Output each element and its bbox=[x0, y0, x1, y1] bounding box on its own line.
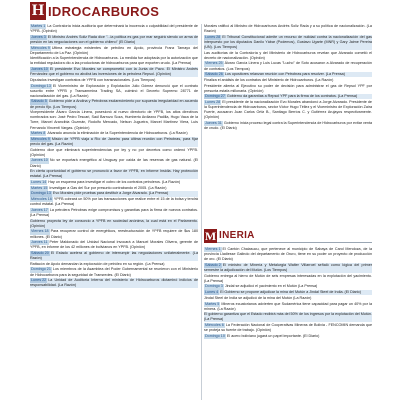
entry-text: Diputados investigan contratos de YPFB con transnacionales. (Los Tiempos) bbox=[30, 77, 156, 82]
entry-date: Sábado 26 bbox=[205, 72, 223, 77]
entry-date: Sábado 20 bbox=[31, 251, 49, 255]
chronology-entry bbox=[204, 296, 372, 301]
chronology-entry bbox=[30, 208, 198, 218]
entry-text: El presidente de la nacionalización Evo Morales abandonó a Jorge Alvarado. Presidente de la Superintendencia de Hidrocarburos, sector Víctor Hugo Téllez y el Viceministro de Exploración Zaira Fuerte, acusaron Juan Carlos Ortiz B., Santiago Berríos C. y Gutiérrez Arujayos respectivamente. (Opinión) bbox=[204, 100, 372, 120]
right-column-top bbox=[204, 24, 372, 226]
entry-date: Martes 8 bbox=[31, 131, 46, 136]
chronology-entry bbox=[30, 219, 198, 229]
entry-date: Martes 15 bbox=[31, 185, 48, 190]
entry-date: Jueves 10 bbox=[31, 67, 48, 72]
chronology-entry bbox=[204, 290, 372, 295]
chronology-entry bbox=[30, 186, 198, 191]
entry-text: El Tribunal Constitucional admite un recurso de nulidad contra la nacionalización del gas interpuesto por los diputados Danilo Yábar (Podemos), Gustavo Ugarte (MNR) y Gary Jaime Pereira (UN). (Los Tiempos) bbox=[204, 34, 372, 49]
entry-text: Peter Maldonado del Unidad Nacional invocará a Manuel Morales Olivera, gerente de YPFB, en informe de los 42 millones de bolivianos en YPFB. (Opinión) bbox=[30, 240, 198, 250]
chronology-entry bbox=[30, 229, 198, 239]
entry-text: La petrolera Petrobras exige compromisos y garantías para la firma de nuevos contratos. (La Prensa) bbox=[30, 207, 198, 217]
chronology-entry bbox=[30, 99, 198, 109]
entry-text: Evo Morales pide pruebas para destituir a Jorge Alvarado. (La Prensa) bbox=[52, 191, 169, 196]
entry-text: Ultima estrategia existentes de petróleo en Apolo, provincia Franz Tamayo del Departamento de La Paz. (Opinión) bbox=[30, 45, 198, 55]
chronology-entry bbox=[204, 302, 372, 312]
chronology-entry bbox=[30, 56, 198, 66]
entry-text: El acero boliviano jugará un papel importante. (El Diario) bbox=[226, 333, 320, 338]
chronology-entry bbox=[30, 169, 198, 179]
chronology-entry bbox=[30, 46, 198, 56]
chronology-entry bbox=[30, 278, 198, 288]
entry-text: Álvaro García Linera y Luis Lucas "Lucho" de Soto acusaron a Alvarado de recuperación de contratos. (Los Tiempos) bbox=[204, 61, 372, 71]
entry-text: La Federación Nacional de Cooperativas Mineras de Bolivia - FENCOMIN demanda que se proteja su fuente de trabajo. (Opinión) bbox=[204, 323, 372, 333]
chronology-entry bbox=[30, 180, 198, 185]
column-divider bbox=[201, 24, 202, 400]
entry-date: Miércoles 9 bbox=[31, 136, 50, 141]
chronology-entry bbox=[30, 251, 198, 261]
entry-text: El Estado acelera al gobierno de interrumpir las negociaciones unilateralmente. (La Razón) bbox=[30, 251, 198, 261]
entry-date: Sábado 2 bbox=[205, 262, 221, 267]
entry-date: Sábado 5 bbox=[31, 99, 47, 104]
entry-date: Viernes 18 bbox=[31, 229, 49, 234]
chronology-entry bbox=[30, 131, 198, 136]
entry-date: Viernes 25 bbox=[205, 61, 223, 66]
entry-date: Miércoles 6 bbox=[205, 323, 224, 328]
entry-text: No se exportará energético al Uruguay por caída de las reservas de gas natural. (El Diario) bbox=[30, 158, 198, 168]
entry-date: Jueves 11 bbox=[31, 240, 48, 245]
entry-text: Jindal Steel de India se adjudicó de la mina del Mutún (La Razón) bbox=[204, 295, 312, 300]
chronology-entry bbox=[204, 100, 372, 120]
entry-text: Para recuperar control de energéticos, reestructuración de YPFB requiere de $us 180 millones. (El Diario) bbox=[30, 229, 198, 239]
entry-text: El Ministro Andrés Soliz Rada dice "...la política es gas por mar seguirá siendo un arma de presión en las negociaciones con el gobierno chileno" (El Diario) bbox=[30, 34, 198, 44]
entry-text: YPFB cobrará un 50% por las transacciones que realice entre el 15 de la bolsa y tendrá control estatal. (La Prensa) bbox=[30, 197, 198, 207]
entry-date: Lunes 28 bbox=[205, 34, 221, 39]
entry-text: Gobierno pide a Andina y Petrobras esclarecimiento por supuesta irregularidad en acuerdo de precio fijo. (Los Tiempos) bbox=[30, 99, 198, 109]
entry-text: El Gobierno se propone adjudicar la mina del Mutún a Jindal Steel de India. (El Diario) bbox=[220, 290, 361, 295]
entry-text: Los miembros de la Asamblea del Poder Gubernamental se reunieron con el Ministerio de Hidrocarburos para la seguridad de Transredes. (El Diario) bbox=[30, 267, 198, 277]
entry-text: Rattacón de Apolo demandan la exploración de petróleo en su región. (La Prensa) bbox=[30, 261, 165, 266]
entry-date: Jueves 17 bbox=[31, 207, 48, 212]
entry-text: Gobierno entrega al hierro de Mutún de seis empresas interesadas en la explotación del yacimiento. (La Prensa) bbox=[204, 273, 372, 283]
chronology-entry bbox=[204, 247, 372, 262]
chronology-entry bbox=[204, 84, 372, 94]
entry-date: Martes 1 bbox=[31, 24, 46, 28]
drop-cap-initial: H bbox=[31, 2, 45, 19]
chronology-entry bbox=[204, 78, 372, 83]
chronology-entry bbox=[30, 24, 198, 34]
entry-text: En cierta oportunidad el gobierno se pronunció a favor de YPFB, en informe Insidia. Hay protección estatal. (La Prensa) bbox=[30, 169, 198, 179]
chronology-entry bbox=[204, 94, 372, 99]
chronology-entry bbox=[30, 191, 198, 196]
chronology-entry bbox=[30, 158, 198, 168]
entry-date: Jueves 31 bbox=[205, 121, 222, 126]
drop-cap-initial-mineria: M bbox=[204, 228, 217, 243]
entry-text: Vicepresidente Álvaro García Linera, posesionó al nuevo directorio de YPFB, los altos directivos nombrados son: José Pedro Tescari, Saúl Barrozo Soza, Humberto Ardiaxxo Padilla, Hugo Vaca de la Torre, Marcel Arancibia Guzmán, Rodolfo Mercado, Nelson Jugueira, Marcel Martínez Viera, Luis Fernando Vincenti Vargas. (Opinión) bbox=[30, 110, 198, 130]
entry-text: Las auditorías de la Contraloría y del Ministerio de Hidrocarburos revelan que Alvarado cometió el decreto de nacionalización. (Opinión) bbox=[204, 50, 372, 60]
section-title-hidrocarburos bbox=[30, 2, 270, 20]
right-column-bottom bbox=[204, 247, 372, 400]
entry-text: Mineros ecuatorianos advierten que Sudamérica tiene capacidad para pagar un 40% por la minera. (La Razón) bbox=[204, 301, 372, 311]
entry-text: Gobierno dice que eliminará superintendencias por ley y no por decretos como ordenó YPFB. (Opinión) bbox=[30, 147, 198, 157]
entry-date: Domingo 21 bbox=[31, 267, 51, 272]
entry-text: Gobierno da garantías a Repsol YPF para la firma de los contratos. (La Prensa) bbox=[226, 94, 358, 99]
entry-text: Jindal se adjudicó el yacimiento en el Mutún (La Prensa) bbox=[224, 284, 318, 289]
entry-text: La Unidad de Auditoría Interna del ministerio de Hidrocarburos dictaminó indicios de responsabilidad. (La Razón) bbox=[30, 278, 198, 288]
chronology-entry bbox=[30, 148, 198, 158]
entry-text: El gobierno garantiza que el Estado recibirá más del 50% de los ingresos por la explotación del Mutún. (La Prensa) bbox=[204, 312, 372, 322]
chronology-entry bbox=[204, 121, 372, 131]
entry-date: Domingo 10 bbox=[205, 333, 225, 338]
entry-date: Lunes 22 bbox=[31, 278, 47, 283]
entry-date: Lunes 4 bbox=[205, 290, 219, 295]
entry-text: Identificación a la Superintendencia de Hidrocarburos. La medida fue adoptada por la autorización que la entidad reguladora dio a las productoras de hidrocarburos para que exporten crudo. (La Prensa) bbox=[30, 56, 198, 66]
entry-text: Morales ratificó al Ministro de Hidrocarburos Andrés Soliz Rada y a su política de nacionalización. (La Razón) bbox=[204, 24, 372, 34]
entry-text: El ministro de Minería y Metalurgia Walter Villarroel señaló como lógica del primer semestre la adjudicación del Mutún. (Los Tiempos) bbox=[204, 262, 372, 272]
chronology-entry bbox=[204, 35, 372, 50]
section-title-mineria bbox=[204, 229, 372, 243]
chronology-entry bbox=[30, 110, 198, 130]
entry-date: Viernes 1 bbox=[205, 247, 221, 251]
entry-date: Lunes 28 bbox=[205, 100, 221, 105]
chronology-entry bbox=[30, 78, 198, 83]
entry-date: Miércoles 16 bbox=[31, 197, 52, 202]
chronology-entry bbox=[204, 72, 372, 77]
entry-date: Jueves 10 bbox=[31, 158, 48, 163]
chronology-entry bbox=[30, 197, 198, 207]
entry-text: Finaliza el análisis de los contratos del Ministerio de Hidrocarburos. (La Razón) bbox=[204, 77, 334, 82]
entry-text: El Viceministro de Exploración y Explotación Julio Gómez denunció que el contrato suscrito entre YPFB y Transammina Trading SA, culminó el Decreto Supremo 28771 de nacionalización del gas. (La Razón) bbox=[30, 83, 198, 98]
entry-date: Martes 5 bbox=[205, 301, 220, 306]
entry-text: Misión de YPFB viaja a Río de Janeiro para última reunión con Petrobras, para fijar precio del gas. (La Razón) bbox=[30, 136, 198, 146]
chronology-entry bbox=[30, 35, 198, 45]
entry-date: Miércoles 9 bbox=[31, 45, 50, 50]
chronology-entry bbox=[204, 61, 372, 71]
section-title-text-mineria: INERIA bbox=[219, 230, 255, 241]
chronology-entry bbox=[204, 24, 372, 34]
chronology-entry bbox=[30, 137, 198, 147]
entry-text: El Cantón Chaiasucu, que pertenece al municipio de Sabaya de Carol Mendoza, de la provincia Lladiesse Galindo del departamento de Oruro, tiene en su poder un proyecto de producción de oro. (El Diario) bbox=[204, 247, 372, 262]
chronology-entry bbox=[30, 240, 198, 250]
entry-date: Jueves 3 bbox=[31, 34, 46, 39]
entry-date: Domingo 3 bbox=[205, 284, 223, 289]
chronology-entry bbox=[204, 334, 372, 339]
entry-text: Gobierno proyecta ley de consorcio a YPFB en sociedad anónima, la cual está en el Parlamento. (Opinión) bbox=[30, 218, 198, 228]
chronology-entry bbox=[204, 312, 372, 322]
left-column bbox=[30, 24, 198, 400]
chronology-entry bbox=[204, 274, 372, 284]
entry-text: Hay un esquema para investigar el cobro de los contratos petroleros. (La Razón) bbox=[48, 180, 181, 185]
section-title-text: IDROCARBUROS bbox=[48, 3, 160, 19]
entry-text: La Contraloría inicia auditoría que determinará la inocencia o culpabilidad del presidente de YPFB. (Opinión) bbox=[30, 24, 198, 34]
entry-text: El presidente Evo Morales se comprometió con la Junta de Pavo. El Ministro Andrés Fernández que el gobierno no abolirá las inversiones de la petrolera Repsol. (Opinión) bbox=[30, 67, 198, 77]
entry-date: Domingo 13 bbox=[31, 191, 51, 196]
chronology-entry bbox=[204, 51, 372, 61]
entry-date: Domingo 13 bbox=[31, 83, 51, 88]
entry-text: Investigan a Gas del Sur por presunto contrabando el 2005. (La Razón) bbox=[49, 185, 167, 190]
entry-text: Presidente alienta al Ejecutivo su poder de decisión para administrar el gas de Repsol YPF por presunta estafa millonaria. (Opinión) bbox=[204, 83, 372, 93]
entry-text: Los opositores relanzan reunión con Petrobras para resolver. (La Prensa) bbox=[224, 72, 345, 77]
chronology-entry bbox=[204, 323, 372, 333]
entry-text: Gobierno inicia proceso legal contra la Superintendencia de Hidrocarburos por evitar venta de crudo. (El Diario) bbox=[204, 121, 372, 131]
entry-date: Lunes 14 bbox=[31, 180, 47, 185]
chronology-entry bbox=[204, 263, 372, 273]
chronology-entry bbox=[30, 262, 198, 267]
entry-date: Domingo 27 bbox=[205, 94, 225, 99]
chronology-entry bbox=[30, 84, 198, 99]
chronology-entry bbox=[204, 284, 372, 289]
chronology-entry bbox=[30, 67, 198, 77]
entry-text: Alvarado anuncia la eliminación de la Superintendencia de Hidrocarburos. (La Razón) bbox=[47, 131, 188, 136]
chronology-entry bbox=[30, 267, 198, 277]
